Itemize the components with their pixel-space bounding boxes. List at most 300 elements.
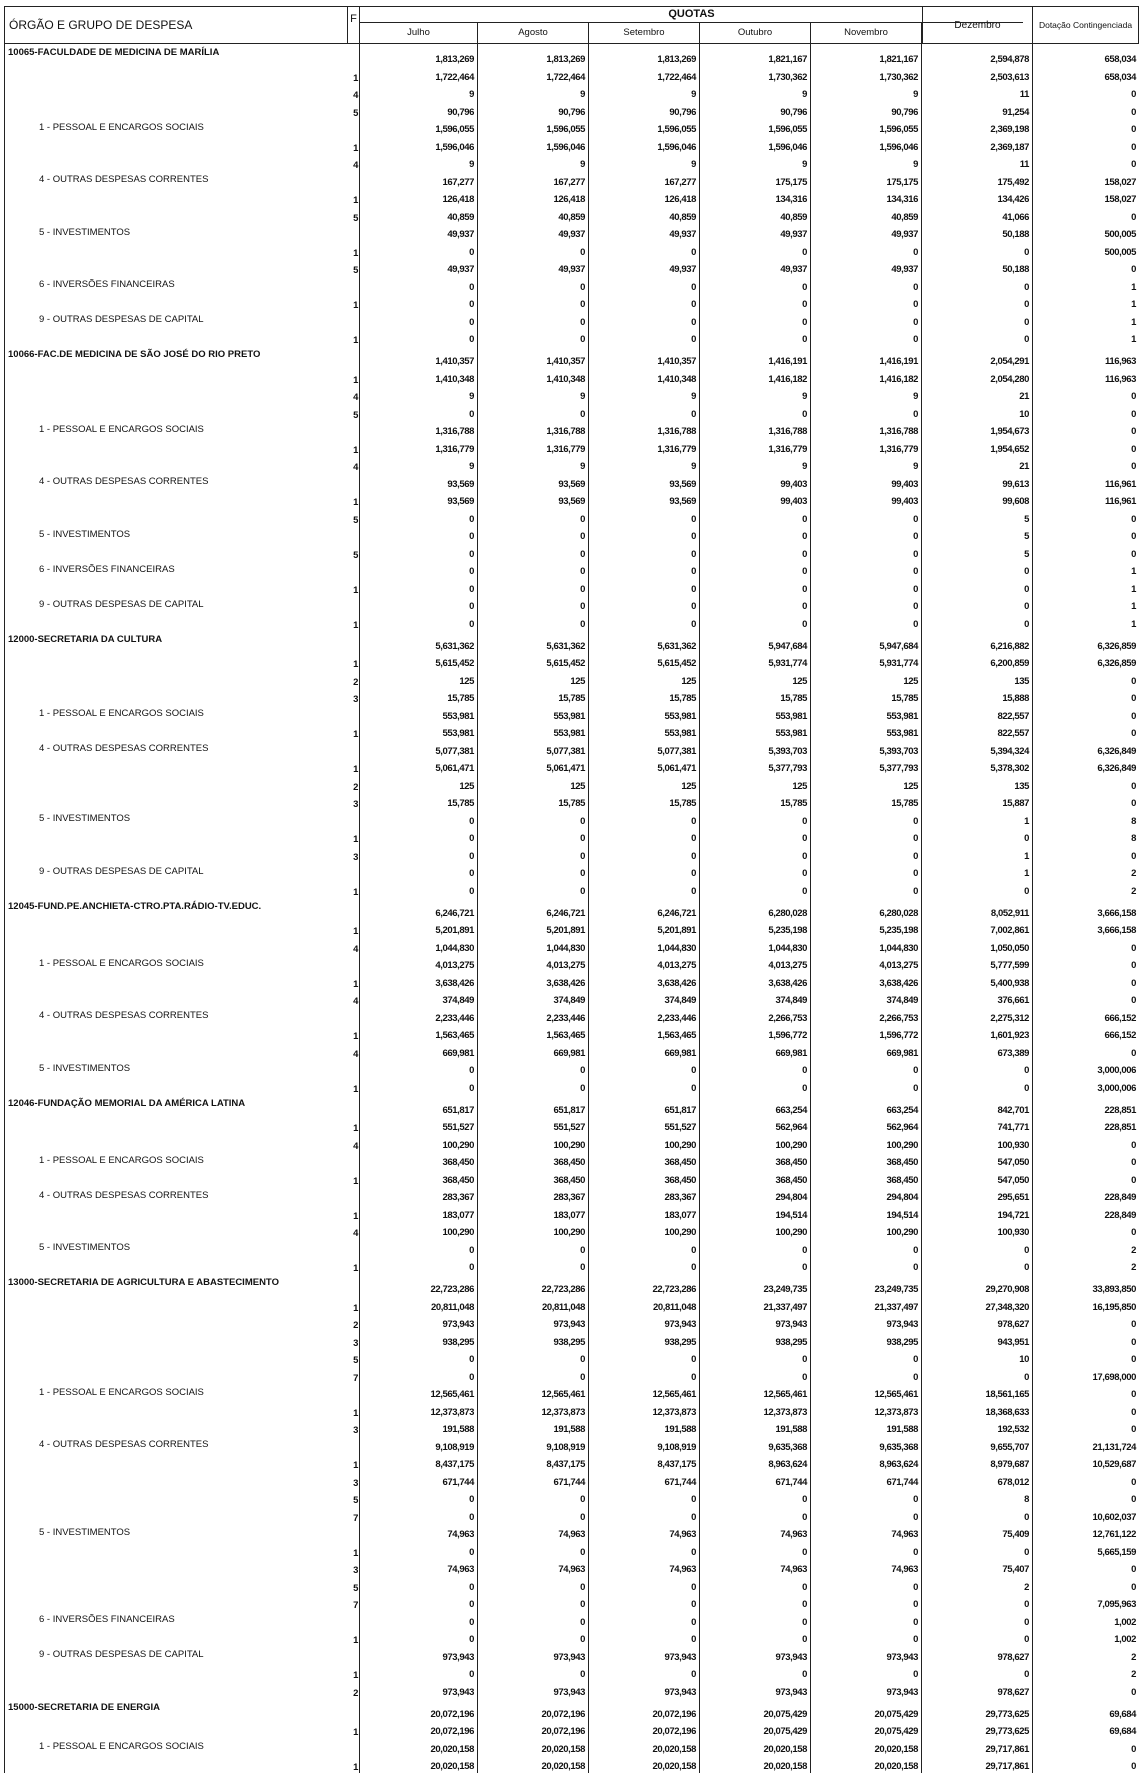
value-cell: 973,943 [360, 1314, 478, 1332]
value-cell: 0 [811, 1349, 922, 1367]
value-cell: 1,410,348 [589, 368, 700, 386]
value-cell: 6,246,721 [589, 898, 700, 920]
source-row [4, 543, 1139, 561]
value-cell: 10,529,687 [1092, 1459, 1136, 1470]
value-cell: 1,050,050 [922, 937, 1033, 955]
row-label [4, 438, 348, 456]
value-cell: 1,416,182 [700, 368, 811, 386]
row-label: 1 - PESSOAL E ENCARGOS SOCIAIS [4, 1152, 348, 1170]
value-cell: 0 [700, 311, 811, 329]
fonte-cell: 4 [348, 456, 360, 474]
source-row [4, 241, 1139, 259]
value-cell: 9 [589, 154, 700, 172]
value-cell: 3,666,158 [1097, 925, 1136, 936]
value-cell: 20,072,196 [360, 1721, 478, 1739]
value-cell: 0 [1131, 1476, 1136, 1488]
value-cell: 938,295 [700, 1331, 811, 1349]
fonte-cell: 5 [348, 1489, 360, 1507]
source-row [4, 456, 1139, 474]
fonte-cell: 1 [348, 653, 360, 671]
source-row [4, 653, 1139, 671]
source-row [4, 1401, 1139, 1419]
value-cell: 0 [700, 241, 811, 259]
value-cell: 551,527 [360, 1117, 478, 1135]
org-row [4, 346, 1139, 368]
value-cell: 0 [700, 1489, 811, 1507]
value-cell: 0 [811, 543, 922, 561]
value-cell: 0 [478, 1366, 589, 1384]
value-cell: 663,254 [700, 1095, 811, 1117]
fonte-cell: 2 [348, 670, 360, 688]
value-cell: 0 [589, 1576, 700, 1594]
value-cell: 0 [700, 1541, 811, 1559]
value-cell: 21 [922, 386, 1033, 404]
row-label [4, 845, 348, 863]
fonte-cell [348, 1611, 360, 1629]
value-cell: 100,290 [811, 1222, 922, 1240]
row-label: 5 - INVESTIMENTOS [4, 224, 348, 242]
source-row [4, 1681, 1139, 1699]
value-cell: 973,943 [360, 1681, 478, 1699]
value-cell: 374,849 [360, 990, 478, 1008]
fonte-cell [348, 119, 360, 137]
value-cell: 10,602,037 [1092, 1511, 1136, 1523]
header-dotacao-contingenciada: Dotação Contingenciada [1033, 7, 1139, 43]
value-cell: 12,565,461 [589, 1384, 700, 1402]
value-cell: 0 [589, 1664, 700, 1682]
row-label [4, 1681, 348, 1699]
value-cell: 822,557 [922, 723, 1033, 741]
value-cell: 0 [922, 1060, 1033, 1078]
value-cell: 1,596,772 [700, 1025, 811, 1043]
value-cell: 0 [700, 1594, 811, 1612]
row-label [4, 972, 348, 990]
value-cell: 1,596,055 [700, 119, 811, 137]
value-cell: 1,596,055 [478, 119, 589, 137]
value-cell: 0 [811, 845, 922, 863]
value-cell: 1,002 [1114, 1634, 1136, 1645]
value-cell: 0 [360, 828, 478, 846]
value-cell: 126,418 [478, 189, 589, 207]
fonte-cell [348, 740, 360, 758]
value-cell: 12,373,873 [478, 1401, 589, 1419]
value-cell: 0 [360, 1576, 478, 1594]
value-cell: 9,108,919 [478, 1436, 589, 1454]
value-cell: 3,666,158 [1097, 907, 1136, 919]
value-cell: 9,635,368 [700, 1436, 811, 1454]
value-cell: 0 [1131, 391, 1136, 402]
value-cell: 29,270,908 [922, 1274, 1033, 1296]
source-row [4, 845, 1139, 863]
value-cell: 1,821,167 [811, 44, 922, 66]
value-cell: 0 [1131, 1139, 1136, 1151]
value-cell: 368,450 [360, 1169, 478, 1187]
value-cell: 0 [700, 329, 811, 347]
value-cell: 12,373,873 [589, 1401, 700, 1419]
group-row [4, 561, 1139, 579]
value-cell: 0 [700, 1506, 811, 1524]
value-cell: 938,295 [478, 1331, 589, 1349]
value-cell: 8,052,911 [922, 898, 1033, 920]
value-cell: 1,563,465 [478, 1025, 589, 1043]
value-cell: 6,246,721 [478, 898, 589, 920]
value-cell: 99,613 [922, 473, 1033, 491]
source-row [4, 1222, 1139, 1240]
value-cell: 9 [589, 84, 700, 102]
value-cell: 135 [922, 670, 1033, 688]
value-cell: 20,072,196 [478, 1699, 589, 1721]
value-cell: 973,943 [700, 1681, 811, 1699]
value-cell: 100,290 [589, 1134, 700, 1152]
value-cell: 20,020,158 [360, 1756, 478, 1774]
value-cell: 15,785 [589, 793, 700, 811]
value-cell: 5,061,471 [360, 758, 478, 776]
value-cell: 0 [478, 1257, 589, 1275]
fonte-cell [348, 863, 360, 881]
row-label [4, 101, 348, 119]
value-cell: 1,596,055 [811, 119, 922, 137]
value-cell: 74,963 [360, 1559, 478, 1577]
table-body [4, 44, 1139, 1773]
value-cell: 547,050 [922, 1169, 1033, 1187]
value-cell: 0 [360, 1366, 478, 1384]
group-row [4, 1384, 1139, 1402]
header-months [360, 23, 922, 43]
value-cell: 0 [589, 241, 700, 259]
row-label: 4 - OUTRAS DESPESAS CORRENTES [4, 740, 348, 758]
value-cell: 0 [478, 508, 589, 526]
row-label: 9 - OUTRAS DESPESAS DE CAPITAL [4, 1646, 348, 1664]
row-label [4, 1222, 348, 1240]
value-cell: 0 [700, 276, 811, 294]
org-row [4, 898, 1139, 920]
fonte-cell: 4 [348, 937, 360, 955]
fonte-cell [348, 1095, 360, 1117]
value-cell: 3,000,006 [1097, 1065, 1136, 1076]
value-cell: 0 [360, 561, 478, 579]
fonte-cell: 1 [348, 66, 360, 84]
row-label: 4 - OUTRAS DESPESAS CORRENTES [4, 1436, 348, 1454]
value-cell: 29,717,861 [922, 1756, 1033, 1774]
value-cell: 5,931,774 [700, 653, 811, 671]
fonte-cell: 1 [348, 828, 360, 846]
row-label: 4 - OUTRAS DESPESAS CORRENTES [4, 171, 348, 189]
value-cell: 651,817 [589, 1095, 700, 1117]
value-cell: 1,596,046 [589, 136, 700, 154]
value-cell: 0 [811, 403, 922, 421]
fonte-cell [348, 1436, 360, 1454]
value-cell: 376,661 [922, 990, 1033, 1008]
value-cell: 0 [1131, 710, 1136, 722]
value-cell: 1,044,830 [589, 937, 700, 955]
value-cell: 0 [360, 1489, 478, 1507]
fonte-cell: 1 [348, 438, 360, 456]
value-cell: 0 [478, 1576, 589, 1594]
row-label [4, 1134, 348, 1152]
row-label [4, 1721, 348, 1739]
source-row [4, 758, 1139, 776]
fonte-cell: 1 [348, 1721, 360, 1739]
value-cell: 8 [1131, 833, 1136, 844]
value-cell: 938,295 [589, 1331, 700, 1349]
source-row [4, 828, 1139, 846]
value-cell: 75,407 [922, 1559, 1033, 1577]
value-cell: 20,020,158 [700, 1738, 811, 1756]
value-cell: 100,930 [922, 1134, 1033, 1152]
value-cell: 1,596,046 [811, 136, 922, 154]
value-cell: 22,723,286 [589, 1274, 700, 1296]
value-cell: 0 [811, 241, 922, 259]
row-label [4, 1594, 348, 1612]
value-cell: 183,077 [360, 1204, 478, 1222]
value-cell: 0 [360, 276, 478, 294]
fonte-cell: 3 [348, 845, 360, 863]
fonte-cell: 1 [348, 1169, 360, 1187]
fonte-cell: 1 [348, 758, 360, 776]
value-cell: 74,963 [700, 1524, 811, 1542]
org-row [4, 1699, 1139, 1721]
value-cell: 551,527 [478, 1117, 589, 1135]
value-cell: 20,072,196 [478, 1721, 589, 1739]
source-row [4, 670, 1139, 688]
value-cell: 0 [922, 1366, 1033, 1384]
group-row [4, 526, 1139, 544]
value-cell: 0 [478, 403, 589, 421]
org-row [4, 1274, 1139, 1296]
value-cell: 671,744 [589, 1471, 700, 1489]
value-cell: 228,851 [1104, 1104, 1136, 1116]
row-label [4, 1629, 348, 1647]
header-quotas: QUOTAS [360, 7, 1023, 23]
source-row [4, 613, 1139, 631]
value-cell: 194,721 [922, 1204, 1033, 1222]
source-row [4, 1454, 1139, 1472]
value-cell: 0 [811, 276, 922, 294]
value-cell: 2 [1131, 868, 1136, 879]
value-cell: 9 [811, 84, 922, 102]
source-row [4, 1366, 1139, 1384]
group-row [4, 421, 1139, 439]
value-cell: 553,981 [700, 723, 811, 741]
fonte-cell: 1 [348, 723, 360, 741]
value-cell: 0 [1131, 1047, 1136, 1059]
row-label [4, 613, 348, 631]
value-cell: 2,054,280 [922, 368, 1033, 386]
value-cell: 0 [700, 810, 811, 828]
row-label [4, 1756, 348, 1774]
value-cell: 21,337,497 [700, 1296, 811, 1314]
value-cell: 0 [922, 1611, 1033, 1629]
value-cell: 125 [478, 775, 589, 793]
value-cell: 175,492 [922, 171, 1033, 189]
fonte-cell: 4 [348, 386, 360, 404]
value-cell: 20,020,158 [478, 1756, 589, 1774]
value-cell: 0 [1131, 798, 1136, 809]
value-cell: 191,588 [360, 1419, 478, 1437]
value-cell: 2,369,198 [922, 119, 1033, 137]
fonte-cell [348, 955, 360, 973]
value-cell: 9,108,919 [360, 1436, 478, 1454]
value-cell: 9 [478, 84, 589, 102]
value-cell: 0 [589, 1541, 700, 1559]
source-row [4, 1296, 1139, 1314]
value-cell: 0 [811, 596, 922, 614]
value-cell: 1 [1131, 601, 1136, 612]
value-cell: 553,981 [811, 723, 922, 741]
value-cell: 0 [589, 1506, 700, 1524]
value-cell: 2 [1131, 885, 1136, 897]
value-cell: 74,963 [589, 1559, 700, 1577]
source-row [4, 386, 1139, 404]
value-cell: 8,963,624 [811, 1454, 922, 1472]
fonte-cell [348, 1007, 360, 1025]
value-cell: 374,849 [811, 990, 922, 1008]
value-cell: 0 [811, 578, 922, 596]
value-cell: 553,981 [360, 705, 478, 723]
value-cell: 5,615,452 [478, 653, 589, 671]
source-row [4, 1559, 1139, 1577]
value-cell: 0 [1131, 264, 1136, 275]
value-cell: 0 [1131, 89, 1136, 100]
value-cell: 6,216,882 [922, 631, 1033, 653]
row-label: 15000-SECRETARIA DE ENERGIA [4, 1699, 348, 1721]
value-cell: 0 [1131, 1581, 1136, 1593]
value-cell: 0 [478, 1506, 589, 1524]
value-cell: 100,290 [700, 1222, 811, 1240]
value-cell: 1,596,772 [811, 1025, 922, 1043]
value-cell: 0 [478, 1541, 589, 1559]
value-cell: 0 [1131, 1564, 1136, 1575]
value-cell: 1 [922, 810, 1033, 828]
value-cell: 4,013,275 [589, 955, 700, 973]
row-label: 9 - OUTRAS DESPESAS DE CAPITAL [4, 863, 348, 881]
source-row [4, 775, 1139, 793]
source-row [4, 1257, 1139, 1275]
value-cell: 973,943 [589, 1314, 700, 1332]
row-label [4, 1454, 348, 1472]
value-cell: 2 [1131, 1262, 1136, 1273]
value-cell: 0 [478, 526, 589, 544]
fonte-cell [348, 1239, 360, 1257]
value-cell: 0 [922, 578, 1033, 596]
value-cell: 0 [811, 613, 922, 631]
value-cell: 0 [1131, 1227, 1136, 1238]
value-cell: 9 [478, 386, 589, 404]
value-cell: 20,075,429 [700, 1721, 811, 1739]
value-cell: 100,290 [478, 1222, 589, 1240]
value-cell: 74,963 [478, 1559, 589, 1577]
value-cell: 0 [811, 863, 922, 881]
value-cell: 0 [360, 1077, 478, 1095]
header-month: Setembro [589, 23, 700, 43]
value-cell: 0 [811, 1366, 922, 1384]
value-cell: 0 [589, 276, 700, 294]
value-cell: 0 [478, 828, 589, 846]
value-cell: 1,730,362 [700, 66, 811, 84]
group-row [4, 473, 1139, 491]
value-cell: 1 [1131, 566, 1136, 577]
fonte-cell: 2 [348, 775, 360, 793]
value-cell: 0 [589, 1257, 700, 1275]
value-cell: 41,066 [922, 206, 1033, 224]
value-cell: 741,771 [922, 1117, 1033, 1135]
value-cell: 69,684 [1109, 1708, 1136, 1720]
value-cell: 2 [1131, 1669, 1136, 1680]
value-cell: 0 [1131, 461, 1136, 472]
value-cell: 0 [360, 578, 478, 596]
fonte-cell [348, 1738, 360, 1756]
value-cell: 0 [1131, 548, 1136, 560]
row-label [4, 1489, 348, 1507]
value-cell: 125 [478, 670, 589, 688]
value-cell: 125 [700, 670, 811, 688]
value-cell: 943,951 [922, 1331, 1033, 1349]
value-cell: 8,963,624 [700, 1454, 811, 1472]
row-label [4, 1576, 348, 1594]
value-cell: 125 [589, 775, 700, 793]
value-cell: 15,785 [811, 688, 922, 706]
value-cell: 134,316 [811, 189, 922, 207]
row-label [4, 294, 348, 312]
value-cell: 671,744 [478, 1471, 589, 1489]
value-cell: 6,326,849 [1097, 745, 1136, 757]
value-cell: 5,931,774 [811, 653, 922, 671]
value-cell: 3,638,426 [360, 972, 478, 990]
source-row [4, 1756, 1139, 1774]
value-cell: 973,943 [478, 1314, 589, 1332]
row-label [4, 578, 348, 596]
fonte-cell: 2 [348, 1314, 360, 1332]
fonte-cell: 4 [348, 154, 360, 172]
value-cell: 5 [922, 526, 1033, 544]
value-cell: 74,963 [700, 1559, 811, 1577]
value-cell: 90,796 [478, 101, 589, 119]
value-cell: 5,077,381 [360, 740, 478, 758]
value-cell: 1,821,167 [700, 44, 811, 66]
value-cell: 0 [700, 1366, 811, 1384]
value-cell: 0 [811, 508, 922, 526]
value-cell: 74,963 [589, 1524, 700, 1542]
header-orgao-grupo: ÓRGÃO E GRUPO DE DESPESA [4, 7, 348, 43]
value-cell: 0 [811, 561, 922, 579]
value-cell: 49,937 [360, 224, 478, 242]
group-row [4, 1524, 1139, 1542]
value-cell: 1,954,673 [922, 421, 1033, 439]
source-row [4, 972, 1139, 990]
value-cell: 0 [700, 1239, 811, 1257]
source-row [4, 990, 1139, 1008]
group-row [4, 740, 1139, 758]
value-cell: 0 [478, 1349, 589, 1367]
value-cell: 1 [1131, 618, 1136, 630]
value-cell: 1,410,348 [478, 368, 589, 386]
row-label: 6 - INVERSÕES FINANCEIRAS [4, 561, 348, 579]
source-row [4, 84, 1139, 102]
fonte-cell: 7 [348, 1506, 360, 1524]
value-cell: 125 [360, 670, 478, 688]
row-label: 1 - PESSOAL E ENCARGOS SOCIAIS [4, 119, 348, 137]
value-cell: 40,859 [700, 206, 811, 224]
value-cell: 553,981 [360, 723, 478, 741]
value-cell: 0 [478, 578, 589, 596]
value-cell: 100,290 [589, 1222, 700, 1240]
value-cell: 0 [922, 1077, 1033, 1095]
value-cell: 1,316,788 [360, 421, 478, 439]
value-cell: 553,981 [700, 705, 811, 723]
value-cell: 116,961 [1104, 496, 1136, 507]
value-cell: 0 [589, 526, 700, 544]
value-cell: 500,005 [1104, 229, 1136, 240]
